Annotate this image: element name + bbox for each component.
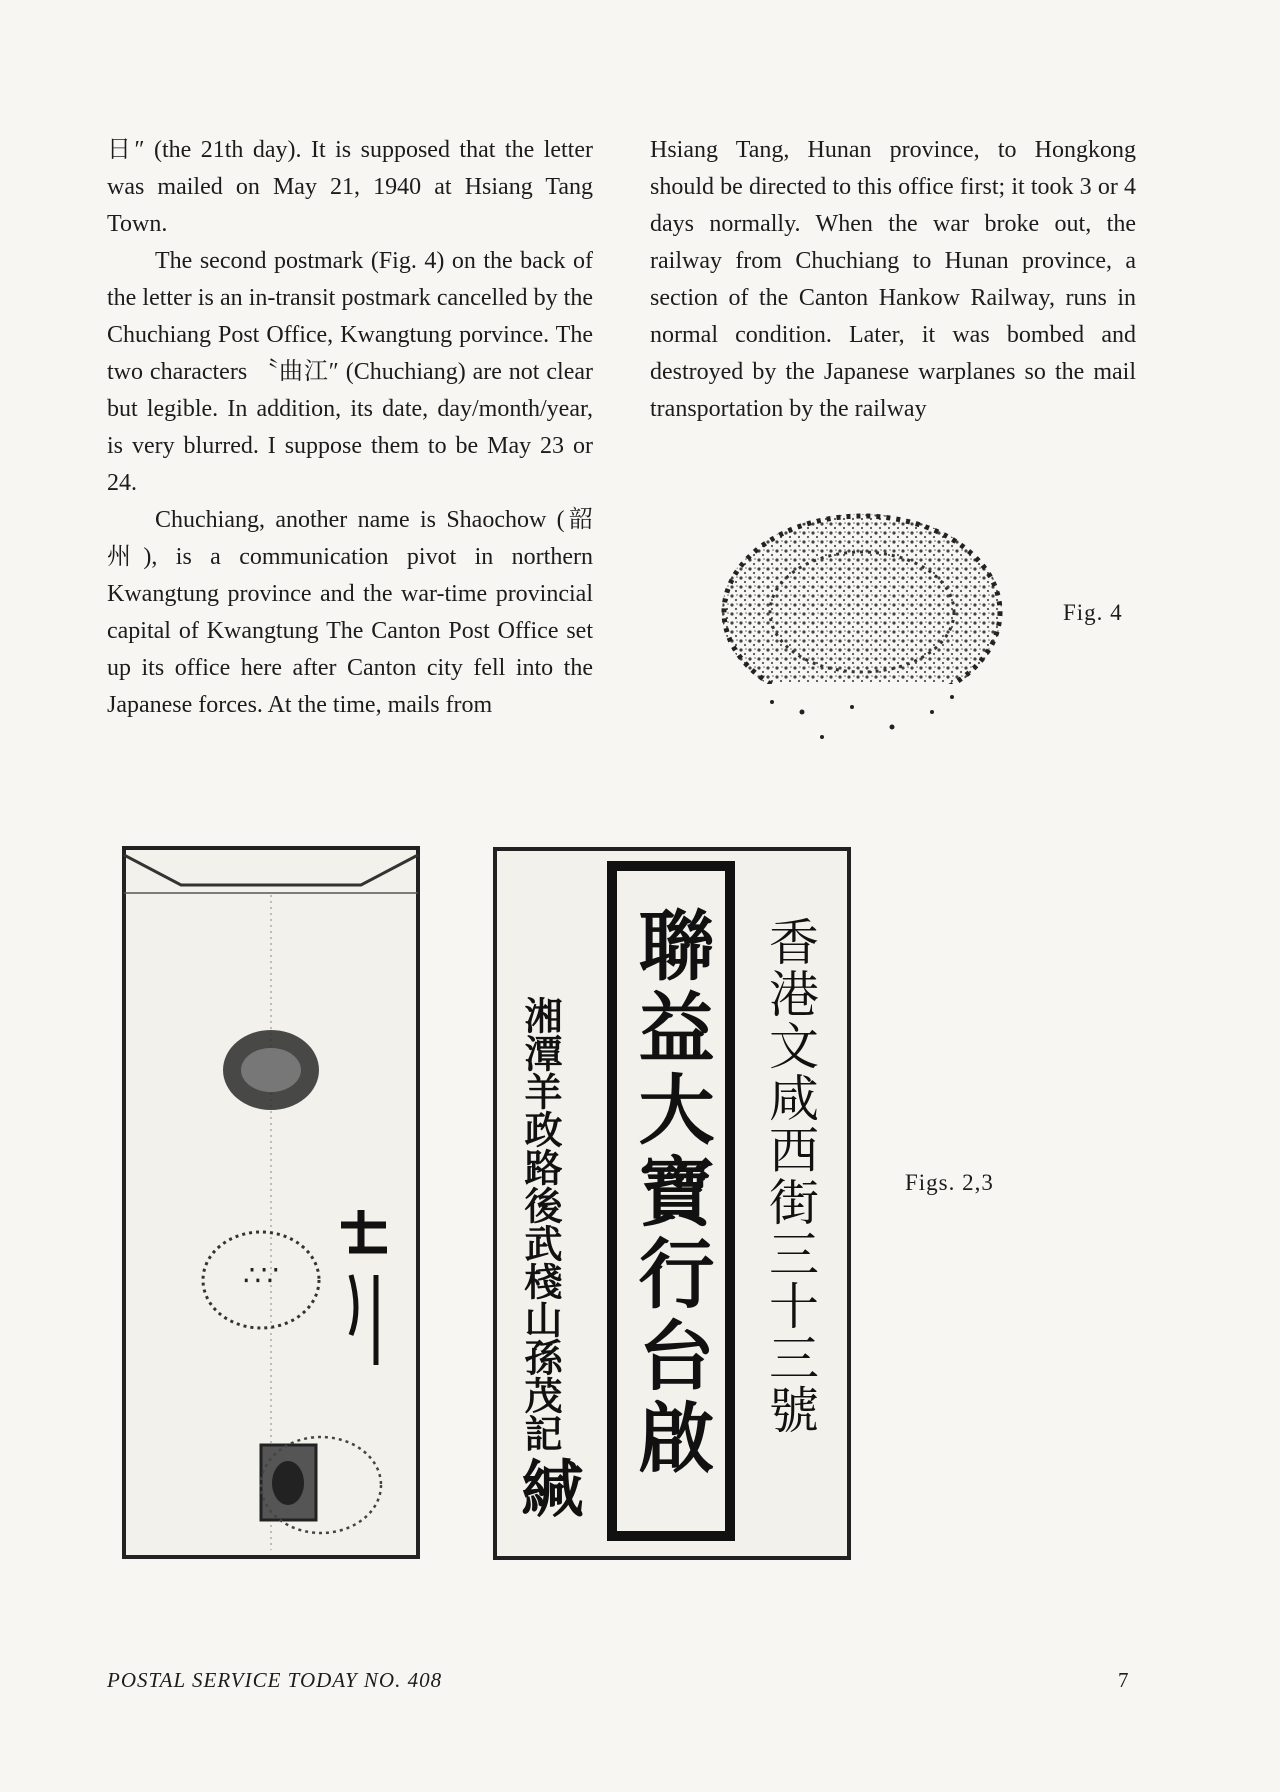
paragraph: Hsiang Tang, Hunan province, to Hongkong should be directed to this office first; it took 3 or 4 days normally. When the war broke out, the railway from Chuchiang to Hunan province, a section of the Canton Hankow Railway, runs in normal condition. Later, it was bombed and destroyed by the Japanese warplanes so the mail transportation by the railway (650, 137, 1136, 422)
paragraph: The second postmark (Fig. 4) on the back of the letter is an in-transit postmark cancelled by the Chuchiang Post Office, Kwangtung porvince. The two characters 〝曲江″ (Chuchiang) are not clear but legible. In addition, its date, day/month/year, is very blurred. I suppose them to be May 23 or 24. (107, 248, 593, 496)
envelope-center-text: 聯益大寶行台啟 (626, 906, 715, 1480)
figure-2-envelope-back (121, 845, 421, 1560)
envelope-sender-chop: 緘 (511, 1456, 584, 1518)
figure-4-postmark (712, 512, 1012, 752)
envelope-sender-address: 湘潭羊政路後武棧山孫茂記 (518, 996, 562, 1452)
paragraph: Chuchiang, another name is Shaochow (韶州), is a communication pivot in northern Kwangtung province and the war-time provincial capital of Kwangtung The Canton Post Office set up its office here after Canton city fell into the Japanese forces. At the time, mails from (107, 507, 593, 718)
page-number: 7 (1118, 1668, 1129, 1692)
text-column-right (650, 132, 1136, 428)
svg-text:∴∵: ∴∵ (243, 1259, 279, 1292)
caption-fig-4: Fig. 4 (1063, 600, 1123, 625)
figure-3-envelope-front (492, 846, 852, 1561)
envelope-back-image (121, 845, 421, 1560)
envelope-recipient-address: 香港文咸西街三十三號 (761, 916, 819, 1436)
text-column-left (107, 132, 593, 724)
caption-figs-2-3: Figs. 2,3 (905, 1170, 994, 1195)
paragraph: 日″ (the 21th day). It is supposed that the letter was mailed on May 21, 1940 at Hsiang Tang Town. (107, 137, 593, 237)
footer-publication: POSTAL SERVICE TODAY NO. 408 (107, 1668, 443, 1692)
postmark-image (712, 512, 1012, 752)
